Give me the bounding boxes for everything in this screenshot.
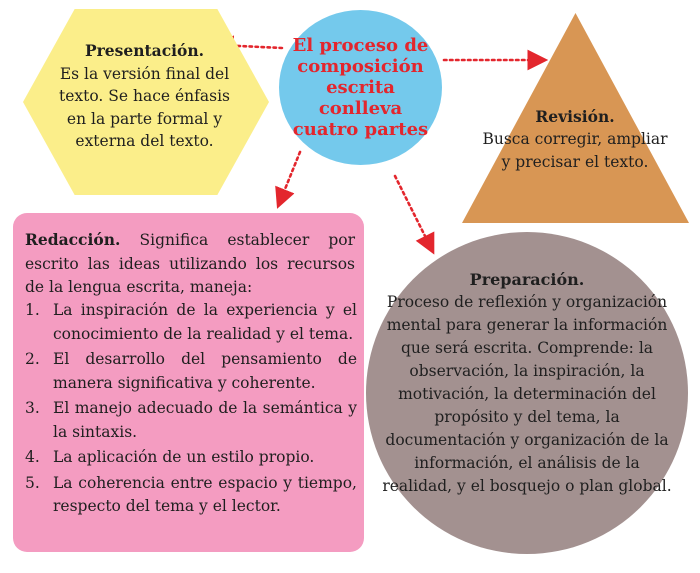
list-item-text: La aplicación de un estilo propio. (53, 448, 315, 466)
list-item (25, 472, 357, 519)
list-item-number: 2. (25, 350, 40, 368)
list-item-text: El desarrollo del pensamiento de manera significativa y coherente. (53, 350, 357, 392)
list-item-number: 4. (25, 448, 40, 466)
list-item-text: La coherencia entre espacio y tiempo, respecto del tema y el lector. (53, 473, 357, 515)
preparacion-body: Proceso de reflexión y organización mental para generar la información que será escrita. Comprende: la observación, la inspiración, la motivación, la determinación del propósito y del tema, la documentación y organización de la información, el análisis de la realidad, y el bosquejo o plan global. (382, 293, 672, 495)
list-item-text: El manejo adecuado de la semántica y la sintaxis. (53, 399, 357, 441)
redaccion-intro: Significa establecer por escrito las ideas utilizando los recursos de la lengua escrita, maneja: (25, 231, 355, 296)
list-item-number: 5. (25, 473, 40, 492)
presentacion-body: Es la versión final del texto. Se hace énfasis en la parte formal y externa del texto. (58, 64, 230, 150)
center-title: El proceso de composición escrita conlleva cuatro partes (292, 35, 429, 140)
list-item-text: La inspiración de la experiencia y el conocimiento de la realidad y el tema. (53, 301, 357, 343)
list-item (25, 299, 357, 346)
list-item-number: 3. (25, 399, 40, 417)
redaccion-intro-block (25, 228, 355, 300)
arrow-to-preparacion (395, 176, 432, 250)
arrow-to-redaccion (279, 152, 300, 204)
preparacion-title: Preparación. (469, 270, 585, 289)
revision-text (480, 105, 670, 174)
preparacion-text (380, 268, 674, 498)
center-circle (279, 10, 442, 165)
revision-body: Busca corregir, ampliar y precisar el texto. (482, 130, 668, 171)
list-item (25, 348, 357, 395)
list-item-number: 1. (25, 301, 40, 319)
presentacion-title: Presentación. (84, 41, 205, 60)
list-item (25, 446, 357, 470)
revision-title: Revisión. (535, 107, 615, 126)
presentacion-text (52, 40, 237, 153)
redaccion-list (25, 299, 357, 521)
list-item (25, 397, 357, 444)
redaccion-title: Redacción. (25, 230, 121, 249)
